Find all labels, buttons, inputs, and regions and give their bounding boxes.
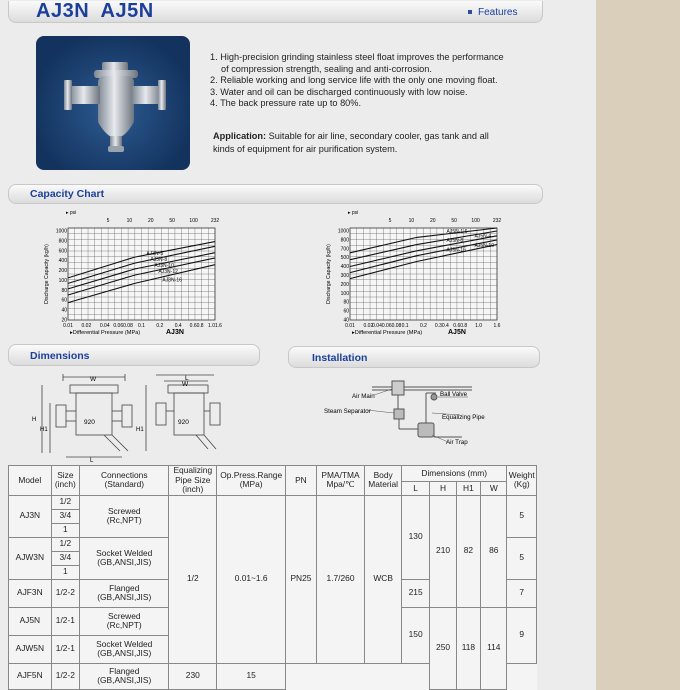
cell-conn: Screwed (Rc,NPT) [80,495,169,537]
x-tick-label: 0.2 [156,323,164,329]
dimension-drawing [28,373,258,463]
cell-model: AJW3N [9,537,52,579]
cell-l: 230 [169,663,217,689]
cell-size: 3/4 [51,509,79,523]
series-label: AJ5N-1.6 [446,229,468,235]
steam-trap-illustration [36,36,190,170]
features-label: Features [468,7,517,18]
y-axis-label: Discharge Capacity (kg/h) [326,244,332,304]
installation-section-title: Installation [312,352,368,364]
th-op-press: Op.Press.Range (MPa) [217,466,286,496]
table-header-row [9,466,537,482]
y-axis-label: Discharge Capacity (kg/h) [44,244,50,304]
x-tick-label: 0.2 [420,323,427,329]
chart-title: AJ5N [448,329,466,336]
x-tick-label: 1.01.6 [208,323,222,329]
dim-label-h1-b: H1 [136,427,144,433]
y-tick-label: 80 [343,299,349,306]
x-tick-label: 1.6 [493,323,501,329]
chart-title: AJ3N [166,329,184,336]
install-label-air-main: Air Main [352,393,375,400]
cell-l: 150 [401,607,429,663]
install-label-air-trap: Air Trap [446,439,468,446]
th-w: W [481,482,507,495]
th-size: Size (inch) [51,466,79,496]
th-equalizing: Equalizing Pipe Size (inch) [169,466,217,496]
x-tick-label: 1.0 [475,323,483,329]
cell-size: 3/4 [51,551,79,565]
cell-model: AJF3N [9,579,52,607]
cell-size: 1/2-1 [51,635,79,663]
th-model: Model [9,466,52,496]
feature-item: 4. The back pressure rate up to 80%. [210,98,362,109]
y-tick-label: 100 [58,277,67,284]
cell-conn: Flanged (GB,ANSI,JIS) [80,663,169,689]
top-tick-label: 20 [148,218,154,224]
feature-item-cont: of compression strength, sealing and anti-corrosion. [221,63,432,74]
y-tick-label: 60 [343,308,349,315]
y-tick-label: 400 [340,264,349,271]
y-tick-label: 60 [61,297,67,304]
dim-label-l-bottom: L [90,458,94,463]
cell-size: 1/2 [51,537,79,551]
cell-h: 210 [430,495,456,607]
cell-pn: PN25 [286,495,316,663]
cell-size: 1 [51,523,79,537]
cell-conn: Screwed (Rc,NPT) [80,607,169,635]
th-connections: Connections (Standard) [80,466,169,496]
series-label: AJ3N-8 [150,257,168,264]
install-label-ball-valve: Ball Valve [440,391,468,398]
install-label-steam-separator: Steam Separator [324,408,371,415]
dim-label-h: H [32,417,37,423]
top-tick-label: 100 [189,218,198,224]
top-axis-unit: ▸ psi [348,210,359,216]
th-l: L [401,482,429,495]
x-axis-label: ▸Differential Pressure (MPa) [352,330,423,336]
table-row [9,495,537,509]
x-tick-label: 0.060.08 [113,323,133,329]
feature-item: 1. High-precision grinding stainless steel float improves the performance [210,52,504,62]
x-axis-label: ▸Differential Pressure (MPa) [70,330,141,336]
y-tick-label: 300 [340,273,349,279]
th-body: Body Material [365,466,402,496]
product-photo [36,36,190,170]
th-weight: Weight (Kg) [507,466,537,496]
y-tick-label: 80 [61,287,67,294]
cell-weight: 15 [217,663,286,689]
capacity-section-title: Capacity Chart [30,188,105,200]
cell-weight: 9 [507,607,537,663]
cell-conn: Socket Welded (GB,ANSI,JIS) [80,537,169,579]
cell-model: AJ5N [9,607,52,635]
cell-h1: 118 [456,607,480,689]
th-h1: H1 [456,482,480,495]
dim-label-h1: H1 [40,427,48,433]
y-tick-label: 40 [343,317,349,324]
spec-table [8,465,537,690]
x-tick-label: 0.040.060.08 [372,323,402,329]
cell-h: 250 [430,607,456,689]
cell-weight: 5 [507,537,537,579]
y-tick-label: 20 [61,317,67,324]
x-tick-label: 0.01 [345,323,355,329]
y-tick-label: 40 [61,307,67,314]
dimensions-section-title: Dimensions [30,350,90,362]
cell-model: AJ3N [9,495,52,537]
cell-w: 86 [481,495,507,607]
x-tick-label: 0.1 [401,323,409,329]
th-pn: PN [286,466,316,496]
y-tick-label: 700 [340,246,349,253]
x-tick-label: 0.1 [138,323,145,329]
top-axis-unit: ▸ psi [66,210,77,216]
y-tick-label: 100 [340,290,349,297]
series-label: AJ5N-10 [474,242,494,249]
cell-pma: 1.7/260 [316,495,365,663]
cell-op: 0.01~1.6 [217,495,286,663]
feature-item: 2. Reliable working and long service life with the only one moving float. [210,75,498,86]
y-tick-label: 1000 [55,228,67,235]
page-title: AJ3N AJ5N [36,0,154,22]
cell-eq: 1/2 [169,495,217,663]
x-tick-label: 0.60.8 [453,323,468,329]
cell-size: 1 [51,565,79,579]
x-tick-label: 0.01 [63,323,73,329]
top-tick-label: 50 [451,218,457,224]
side-panel [596,0,680,690]
features-list [210,52,540,110]
series-label: AJ3N-16 [162,277,182,284]
capacity-chart-aj3n [40,208,300,343]
dim-label-w2: W [182,381,189,388]
x-tick-label: 0.4 [174,323,182,329]
x-tick-label: 0.02 [81,323,92,329]
cell-size: 1/2 [51,495,79,509]
capacity-chart-aj5n [322,208,582,343]
top-tick-label: 232 [492,218,502,224]
y-tick-label: 800 [58,238,67,245]
cell-conn: Socket Welded (GB,ANSI,JIS) [80,635,169,663]
series-label: AJ3N-5 [146,251,164,258]
cell-w: 114 [481,607,507,689]
y-tick-label: 400 [58,258,67,265]
y-tick-label: 200 [340,281,349,288]
x-tick-label: 0.60.8 [189,323,204,329]
dim-label-l: L [185,375,189,382]
x-tick-label: 0.02 [363,323,374,329]
series-label: AJ5N-8 [446,238,464,245]
y-tick-label: 600 [58,248,67,255]
top-tick-label: 50 [169,218,175,224]
top-tick-label: 10 [126,218,133,224]
cell-size: 1/2-2 [51,663,79,689]
x-tick-label: 0.04 [99,323,110,329]
series-label: AJ5N-16 [446,247,466,254]
installation-diagram [322,373,542,453]
feature-item: 3. Water and oil can be discharged continuously with low noise. [210,86,468,97]
cell-weight: 7 [507,579,537,607]
dim-label-w: W [90,376,97,383]
y-tick-label: 200 [58,268,67,275]
top-tick-label: 5 [106,218,110,224]
cell-model: AJF5N [9,663,52,689]
y-tick-label: 500 [340,255,349,262]
dim-label-920: 920 [84,419,95,426]
y-tick-label: 800 [340,237,349,244]
install-label-equalizing-pipe: Equalizing Pipe [442,414,485,421]
top-tick-label: 20 [430,218,436,224]
cell-l: 215 [401,579,429,607]
series-label: AJ5N-4 [474,233,492,240]
top-tick-label: 5 [388,218,392,224]
dim-label-920-b: 920 [178,419,189,426]
th-pma: PMA/TMA Mpa/℃ [316,466,365,496]
x-tick-label: 0.30.4 [434,323,449,329]
cell-h1: 82 [456,495,480,607]
cell-body: WCB [365,495,402,663]
cell-model: AJW5N [9,635,52,663]
cell-l: 130 [401,495,429,579]
th-dimensions: Dimensions (mm) [401,466,507,482]
cell-size: 1/2-1 [51,607,79,635]
cell-weight: 5 [507,495,537,537]
th-h: H [430,482,456,495]
application-text: Application: Suitable for air line, secondary cooler, gas tank and all kinds of equipment for air purification system. [213,131,489,154]
top-tick-label: 10 [408,218,415,224]
series-label: AJ3N-10 [154,262,174,269]
cell-size: 1/2-2 [51,579,79,607]
series-label: AJ3N-12 [158,269,178,276]
cell-conn: Flanged (GB,ANSI,JIS) [80,579,169,607]
y-tick-label: 1000 [337,228,349,235]
top-tick-label: 100 [471,218,480,224]
top-tick-label: 232 [210,218,220,224]
